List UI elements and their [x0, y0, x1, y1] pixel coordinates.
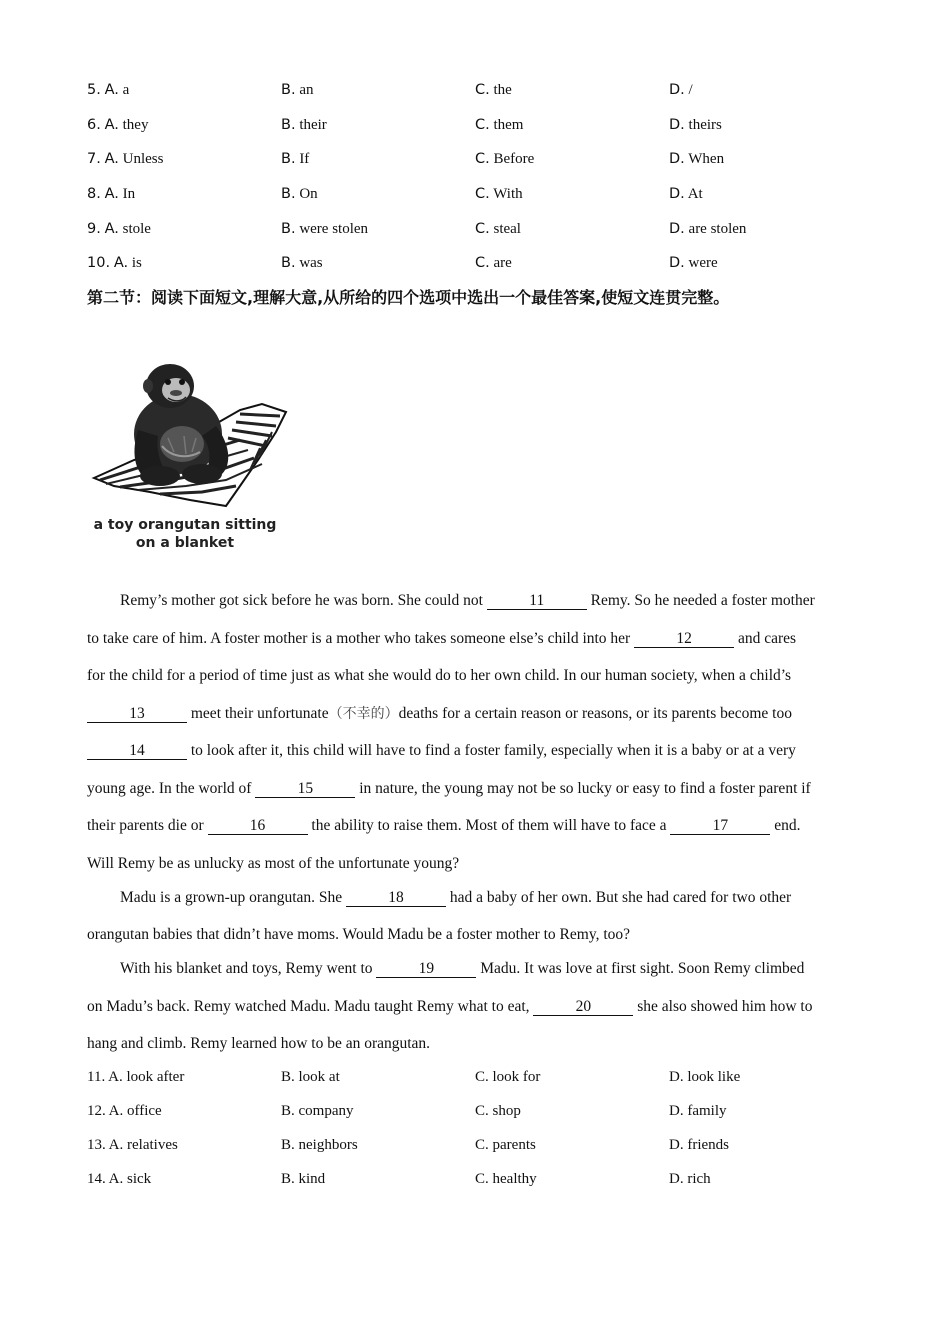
option-text: an — [299, 82, 314, 98]
option-letter: C. — [475, 151, 490, 167]
option-letter: A. — [104, 186, 119, 202]
option-row-6 — [87, 114, 867, 136]
passage-text: With his blanket and toys, Remy went to — [120, 960, 377, 977]
orangutan-illustration — [90, 360, 295, 515]
option-text: their — [299, 117, 327, 133]
option-d: D. family — [669, 1103, 727, 1119]
option-c: C. shop — [475, 1103, 521, 1119]
blank-17: 17 — [670, 817, 770, 835]
option-letter: B. — [281, 151, 296, 167]
passage-line — [87, 815, 867, 853]
passage-text: Will Remy be as unlucky as most of the unfortunate young? — [87, 854, 460, 872]
option-letter: D. — [669, 221, 685, 237]
option-a: 12. A. office — [87, 1103, 162, 1119]
option-text: With — [493, 186, 523, 202]
caption-line-2: on a blanket — [135, 535, 235, 551]
option-d: D. look like — [669, 1069, 741, 1085]
option-text: At — [687, 186, 703, 202]
option-text: On — [299, 186, 318, 202]
option-d — [669, 114, 722, 136]
passage-line — [87, 1033, 867, 1067]
option-text: If — [299, 151, 310, 167]
option-text: stole — [122, 221, 151, 237]
option-letter: C. — [475, 255, 490, 271]
option-row-7 — [87, 148, 867, 170]
passage-text: end. — [770, 817, 801, 834]
option-text: they — [122, 117, 149, 133]
option-text: / — [688, 82, 693, 98]
passage-line — [87, 887, 867, 925]
option-letter: A. — [113, 255, 129, 271]
orangutan-figure — [90, 360, 300, 560]
option-d: D. rich — [669, 1171, 711, 1187]
passage-text: for the child for a period of time just as what she would do to her own child. In our human society, when a child’s — [87, 667, 792, 684]
option-letter: C. — [475, 186, 490, 202]
question-number: 10. — [87, 255, 111, 271]
option-a — [87, 218, 151, 240]
option-c — [475, 183, 523, 205]
option-b — [281, 79, 313, 101]
passage-line — [87, 924, 867, 958]
passage-text: to take care of him. A foster mother is a mother who takes someone else’s child into her — [87, 629, 635, 647]
option-letter: D. — [669, 255, 685, 271]
option-d — [669, 218, 746, 240]
option-d — [669, 252, 718, 274]
option-letter: A. — [104, 82, 119, 98]
option-d — [669, 148, 724, 170]
option-text: are — [493, 255, 512, 271]
option-letter: A. — [104, 221, 119, 237]
passage-text: and cares — [734, 629, 797, 647]
passage-text: deaths for a certain reason or reasons, or its parents become too — [398, 704, 792, 722]
passage-text: Remy’s mother got sick before he was born. She could not — [120, 592, 487, 609]
option-text: them — [493, 117, 524, 133]
passage-text: orangutan babies that didn’t have moms. Would Madu be a foster mother to Remy, too? — [87, 926, 631, 943]
caption-line-1: a toy orangutan sitting — [93, 517, 277, 533]
blank-18: 18 — [346, 889, 446, 907]
option-text: a — [122, 82, 130, 98]
option-row-9 — [87, 218, 867, 240]
option-b — [281, 252, 323, 274]
option-b: B. kind — [281, 1171, 326, 1187]
option-text: In — [122, 186, 136, 202]
option-text: steal — [493, 221, 521, 237]
option-a — [87, 252, 142, 274]
question-number: 6. — [87, 117, 101, 133]
option-letter: D. — [669, 186, 685, 202]
option-a: 13. A. relatives — [87, 1137, 178, 1153]
passage-text: Madu is a grown-up orangutan. She — [120, 888, 346, 906]
question-number: 9. — [87, 221, 101, 237]
option-text: Before — [493, 151, 535, 167]
option-b: B. look at — [281, 1069, 340, 1085]
option-letter: D. — [669, 151, 685, 167]
passage-line — [87, 853, 867, 887]
section-instruction: 第二节：阅读下面短文,理解大意,从所给的四个选项中选出一个最佳答案,使短文连贯完整。 — [87, 288, 730, 307]
figure-caption — [90, 516, 280, 552]
option-b: B. company — [281, 1103, 354, 1119]
blank-14: 14 — [87, 742, 187, 760]
passage-text: Madu. It was love at first sight. Soon Remy climbed — [476, 960, 805, 977]
option-letter: B. — [281, 221, 296, 237]
option-letter: C. — [475, 117, 490, 133]
option-row-13 — [87, 1134, 867, 1156]
passage-line — [87, 740, 867, 778]
option-a — [87, 183, 135, 205]
passage-text: to look after it, this child will have to find a foster family, especially when it is a baby or at a very — [187, 742, 796, 759]
option-text: theirs — [688, 117, 722, 133]
option-letter: A. — [104, 117, 119, 133]
option-letter: C. — [475, 82, 490, 98]
option-text: were stolen — [299, 221, 369, 237]
option-text: is — [131, 255, 142, 271]
option-b: B. neighbors — [281, 1137, 358, 1153]
option-b — [281, 148, 309, 170]
passage-text: meet their unfortunate — [187, 704, 329, 722]
chinese-gloss: （不幸的） — [328, 705, 399, 722]
passage — [87, 590, 867, 1067]
option-a — [87, 148, 163, 170]
option-d — [669, 79, 693, 101]
option-a — [87, 114, 148, 136]
option-row-14 — [87, 1168, 867, 1190]
option-letter: B. — [281, 255, 296, 271]
option-row-10 — [87, 252, 867, 274]
blank-13: 13 — [87, 705, 187, 723]
option-row-8 — [87, 183, 867, 205]
option-a: 14. A. sick — [87, 1171, 152, 1187]
option-letter: D. — [669, 117, 685, 133]
passage-text: on Madu’s back. Remy watched Madu. Madu taught Remy what to eat, — [87, 997, 534, 1015]
blank-11: 11 — [487, 592, 587, 610]
option-text: the — [493, 82, 512, 98]
option-letter: B. — [281, 186, 296, 202]
option-text: Unless — [122, 151, 164, 167]
passage-line — [87, 665, 867, 703]
option-a — [87, 79, 129, 101]
question-number: 8. — [87, 186, 101, 202]
option-letter: B. — [281, 82, 296, 98]
blank-19: 19 — [376, 960, 476, 978]
option-text: are stolen — [688, 221, 747, 237]
option-row-12 — [87, 1100, 867, 1122]
option-c: C. healthy — [475, 1171, 537, 1187]
option-row-11 — [87, 1066, 867, 1088]
option-b — [281, 183, 318, 205]
passage-line — [87, 703, 867, 741]
blank-20: 20 — [533, 998, 633, 1016]
passage-text: in nature, the young may not be so lucky or easy to find a foster parent if — [355, 779, 811, 797]
question-number: 7. — [87, 151, 101, 167]
option-c — [475, 114, 523, 136]
option-c — [475, 218, 521, 240]
option-letter: D. — [669, 82, 685, 98]
option-text: were — [688, 255, 718, 271]
option-row-5 — [87, 79, 867, 101]
option-d — [669, 183, 703, 205]
option-c — [475, 252, 512, 274]
option-d: D. friends — [669, 1137, 729, 1153]
passage-line — [87, 996, 867, 1034]
option-c: C. parents — [475, 1137, 536, 1153]
option-letter: C. — [475, 221, 490, 237]
passage-text: she also showed him how to — [633, 997, 813, 1015]
option-c — [475, 79, 512, 101]
passage-text: the ability to raise them. Most of them will have to face a — [307, 817, 671, 834]
option-text: When — [688, 151, 725, 167]
option-letter: B. — [281, 117, 296, 133]
option-a: 11. A. look after — [87, 1069, 185, 1085]
blank-15: 15 — [255, 780, 355, 798]
passage-text: hang and climb. Remy learned how to be an orangutan. — [87, 1035, 431, 1052]
passage-text: their parents die or — [87, 817, 208, 834]
passage-line — [87, 958, 867, 996]
option-letter: A. — [104, 151, 119, 167]
option-b — [281, 218, 368, 240]
passage-line — [87, 778, 867, 816]
question-number: 5. — [87, 82, 101, 98]
option-c: C. look for — [475, 1069, 541, 1085]
orangutan-toy — [134, 364, 228, 486]
option-b — [281, 114, 327, 136]
blank-16: 16 — [208, 817, 308, 835]
passage-text: young age. In the world of — [87, 779, 256, 797]
passage-text: Remy. So he needed a foster mother — [586, 592, 815, 609]
blank-12: 12 — [634, 630, 734, 648]
option-c — [475, 148, 534, 170]
passage-line — [87, 628, 867, 666]
passage-line — [87, 590, 867, 628]
option-text: was — [299, 255, 323, 271]
passage-text: had a baby of her own. But she had cared for two other — [446, 888, 792, 906]
